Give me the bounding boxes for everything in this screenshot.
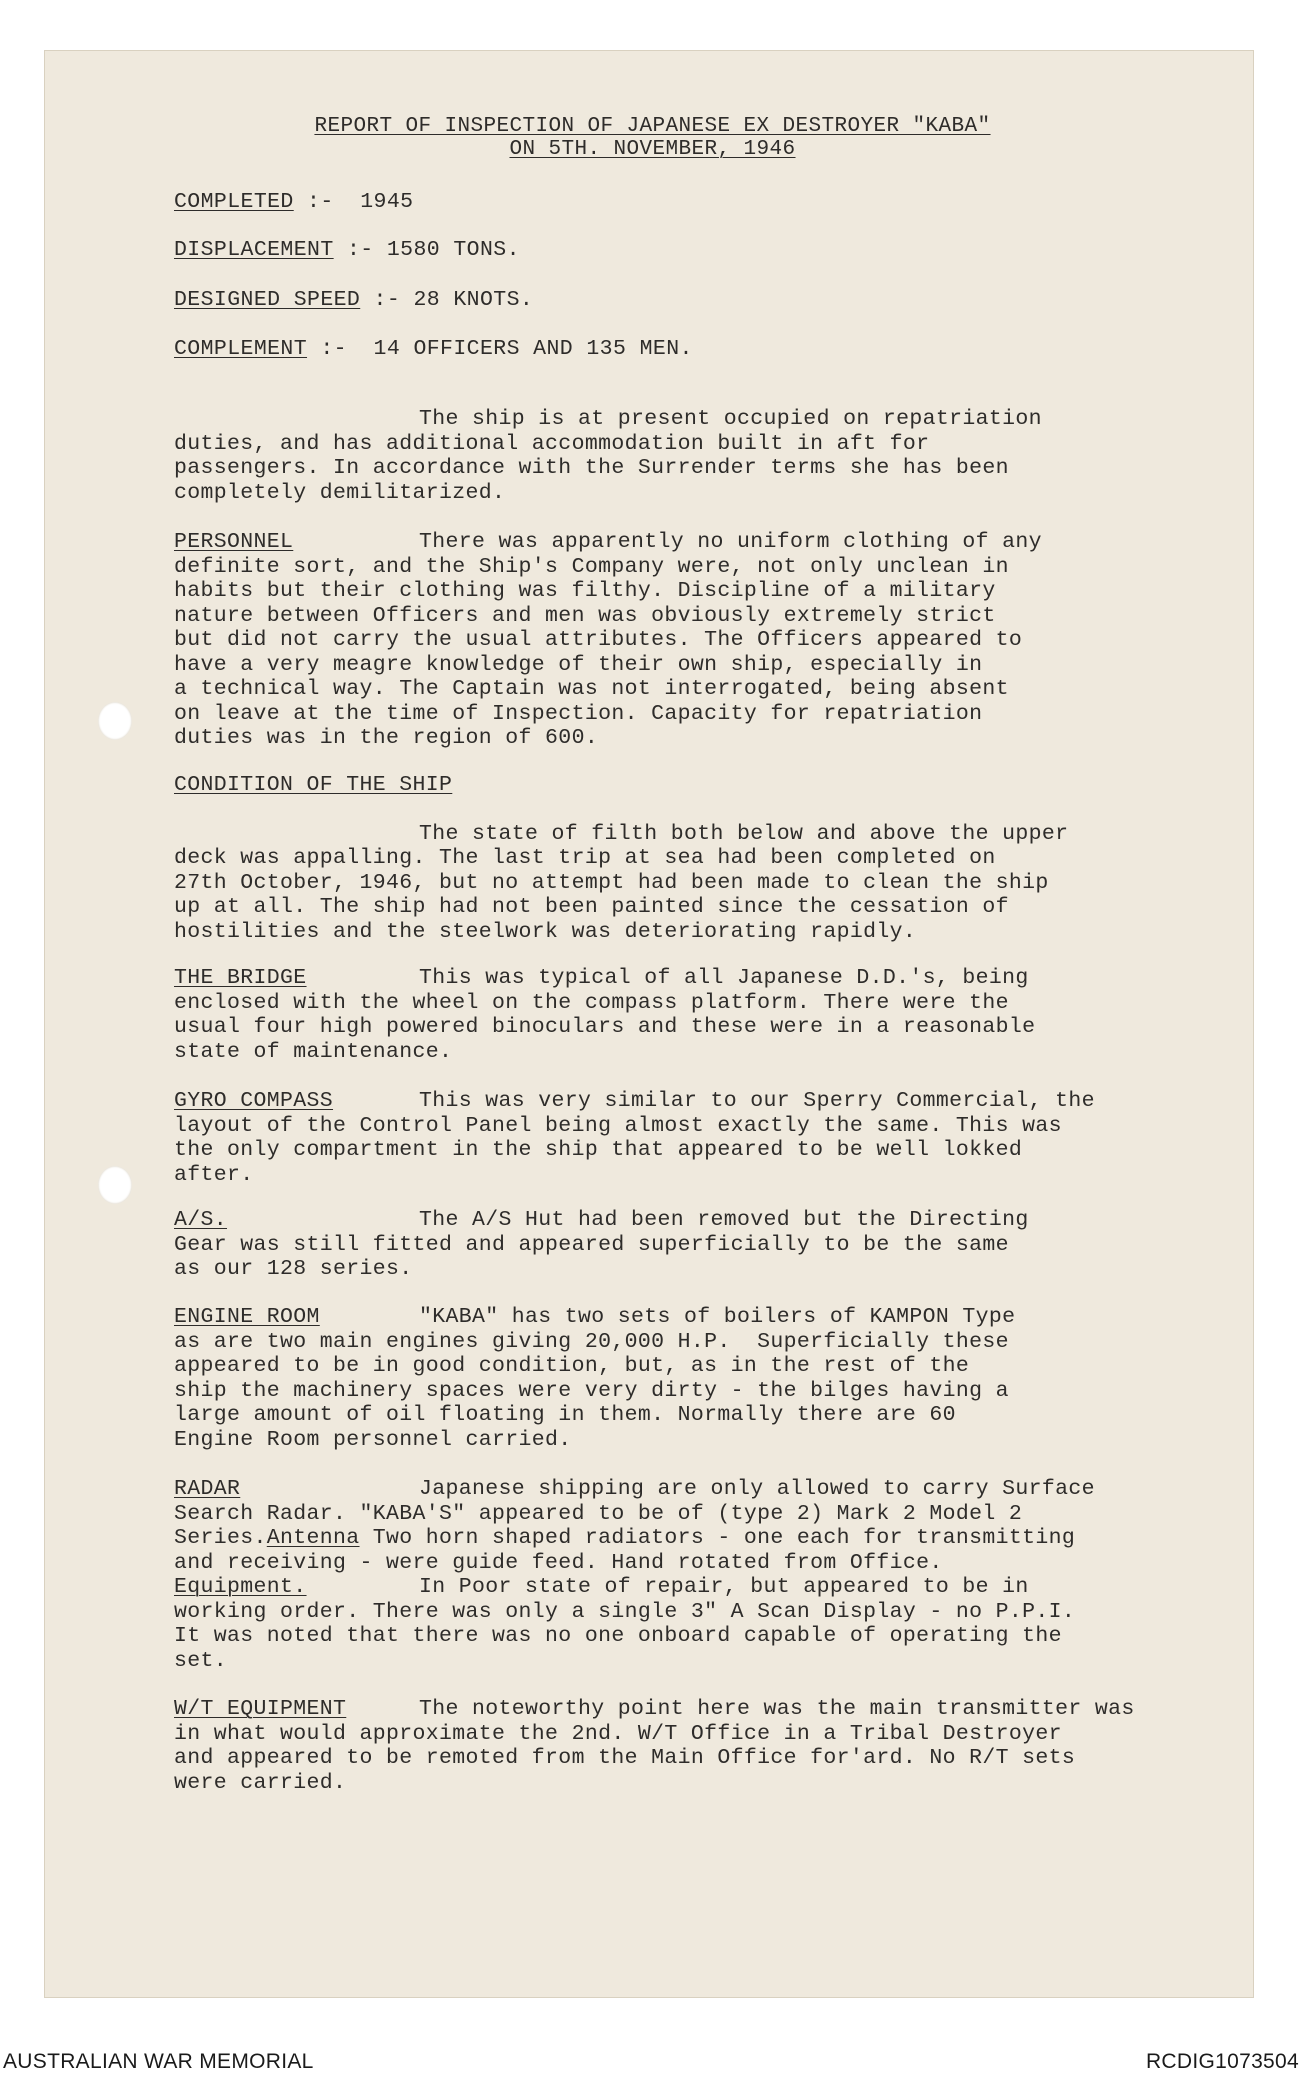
section-heading: A/S.	[174, 1208, 228, 1232]
fact-value: 1945	[360, 190, 414, 214]
section-heading: RADAR	[174, 1477, 241, 1501]
footer-id: RCDIG1073504	[1145, 2050, 1299, 2073]
fact-label: COMPLEMENT	[174, 337, 308, 361]
punch-hole	[98, 1166, 132, 1204]
section-heading: THE BRIDGE	[174, 966, 307, 990]
report-title: REPORT OF INSPECTION OF JAPANESE EX DESTROYER "KABA"	[314, 115, 991, 138]
fact-complement: COMPLEMENT :- 14 OFFICERS AND 135 MEN.	[174, 337, 693, 361]
section-bridge: THE BRIDGE This was typical of all Japanese D.D.'s, being enclosed with the wheel on the compass platform. There were the usual four high powered binoculars and these were in a reasonable state of maintenance.	[174, 966, 1036, 1064]
fact-value: 14 OFFICERS AND 135 MEN.	[373, 337, 693, 361]
section-heading: CONDITION OF THE SHIP	[174, 773, 453, 797]
fact-label: DISPLACEMENT	[174, 238, 334, 262]
fact-displacement: DISPLACEMENT :- 1580 TONS.	[174, 238, 520, 262]
subheading-antenna: Antenna	[266, 1526, 360, 1550]
footer-source: AUSTRALIAN WAR MEMORIAL	[3, 2050, 314, 2073]
section-personnel: PERSONNEL There was apparently no uniform clothing of any definite sort, and the Ship's Company were, not only unclean in habits but their clothing was filthy. Discipline of a military nature between Officers and men was obviously extremely strict but did not carry the usual attributes. The Officers appeared to have a very meagre knowledge of their own ship, especially in a technical way. The Captain was not interrogated, being absent on leave at the time of Inspection. Capacity for repatriation duties was in the region of 600.	[174, 530, 1042, 750]
fact-label: COMPLETED	[174, 190, 294, 214]
fact-completed: COMPLETED :- 1945	[174, 190, 414, 214]
fact-label: DESIGNED SPEED	[174, 288, 361, 312]
intro-paragraph: The ship is at present occupied on repatriation duties, and has additional accommodation built in aft for passengers. In accordance with the Surrender terms she has been completely demilitarized.	[174, 407, 1042, 505]
report-date: ON 5TH. NOVEMBER, 1946	[509, 138, 796, 161]
section-heading: ENGINE ROOM	[174, 1305, 320, 1329]
punch-hole	[98, 702, 132, 740]
section-condition: CONDITION OF THE SHIP The state of filth both below and above the upper deck was appalling. The last trip at sea had been completed on 27th October, 1946, but no attempt had been made to clean the ship up at all. The ship had not been painted since the cessation of hostilities and the steelwork was deteriorating rapidly.	[174, 773, 1069, 944]
section-heading: W/T EQUIPMENT	[174, 1697, 347, 1721]
fact-value: 28 KNOTS.	[413, 288, 534, 312]
section-engine-room: ENGINE ROOM "KABA" has two sets of boilers of KAMPON Type as are two main engines giving 20,000 H.P. Superficially these appeared to be in good condition, but, as in the rest of the ship the machinery spaces were very dirty - the bilges having a large amount of oil floating in them. Normally there are 60 Engine Room personnel carried.	[174, 1305, 1016, 1452]
section-wt-equipment: W/T EQUIPMENT The noteworthy point here was the main transmitter was in what would approximate the 2nd. W/T Office in a Tribal Destroyer and appeared to be remoted from the Main Office for'ard. No R/T sets were carried.	[174, 1697, 1135, 1795]
section-gyro: GYRO COMPASS This was very similar to our Sperry Commercial, the layout of the Control Panel being almost exactly the same. This was the only compartment in the ship that appeared to be well lokked after.	[174, 1089, 1095, 1187]
section-heading: GYRO COMPASS	[174, 1089, 334, 1113]
section-radar: RADAR Japanese shipping are only allowed to carry Surface Search Radar. "KABA'S" appeared to be of (type 2) Mark 2 Model 2 Series.Antenna Two horn shaped radiators - one each for transmitting and receiving - were guide feed. Hand rotated from Office. Equipment. In Poor state of repair, but appeared to be in working order. There was only a single 3" A Scan Display - no P.P.I. It was noted that there was no one onboard capable of operating the set.	[174, 1477, 1095, 1673]
fact-speed: DESIGNED SPEED :- 28 KNOTS.	[174, 288, 534, 312]
subheading-equipment: Equipment.	[174, 1575, 307, 1599]
fact-value: 1580 TONS.	[386, 238, 520, 262]
section-heading: PERSONNEL	[174, 530, 294, 554]
section-as: A/S. The A/S Hut had been removed but the Directing Gear was still fitted and appeared superficially to be the same as our 128 series.	[174, 1208, 1029, 1281]
